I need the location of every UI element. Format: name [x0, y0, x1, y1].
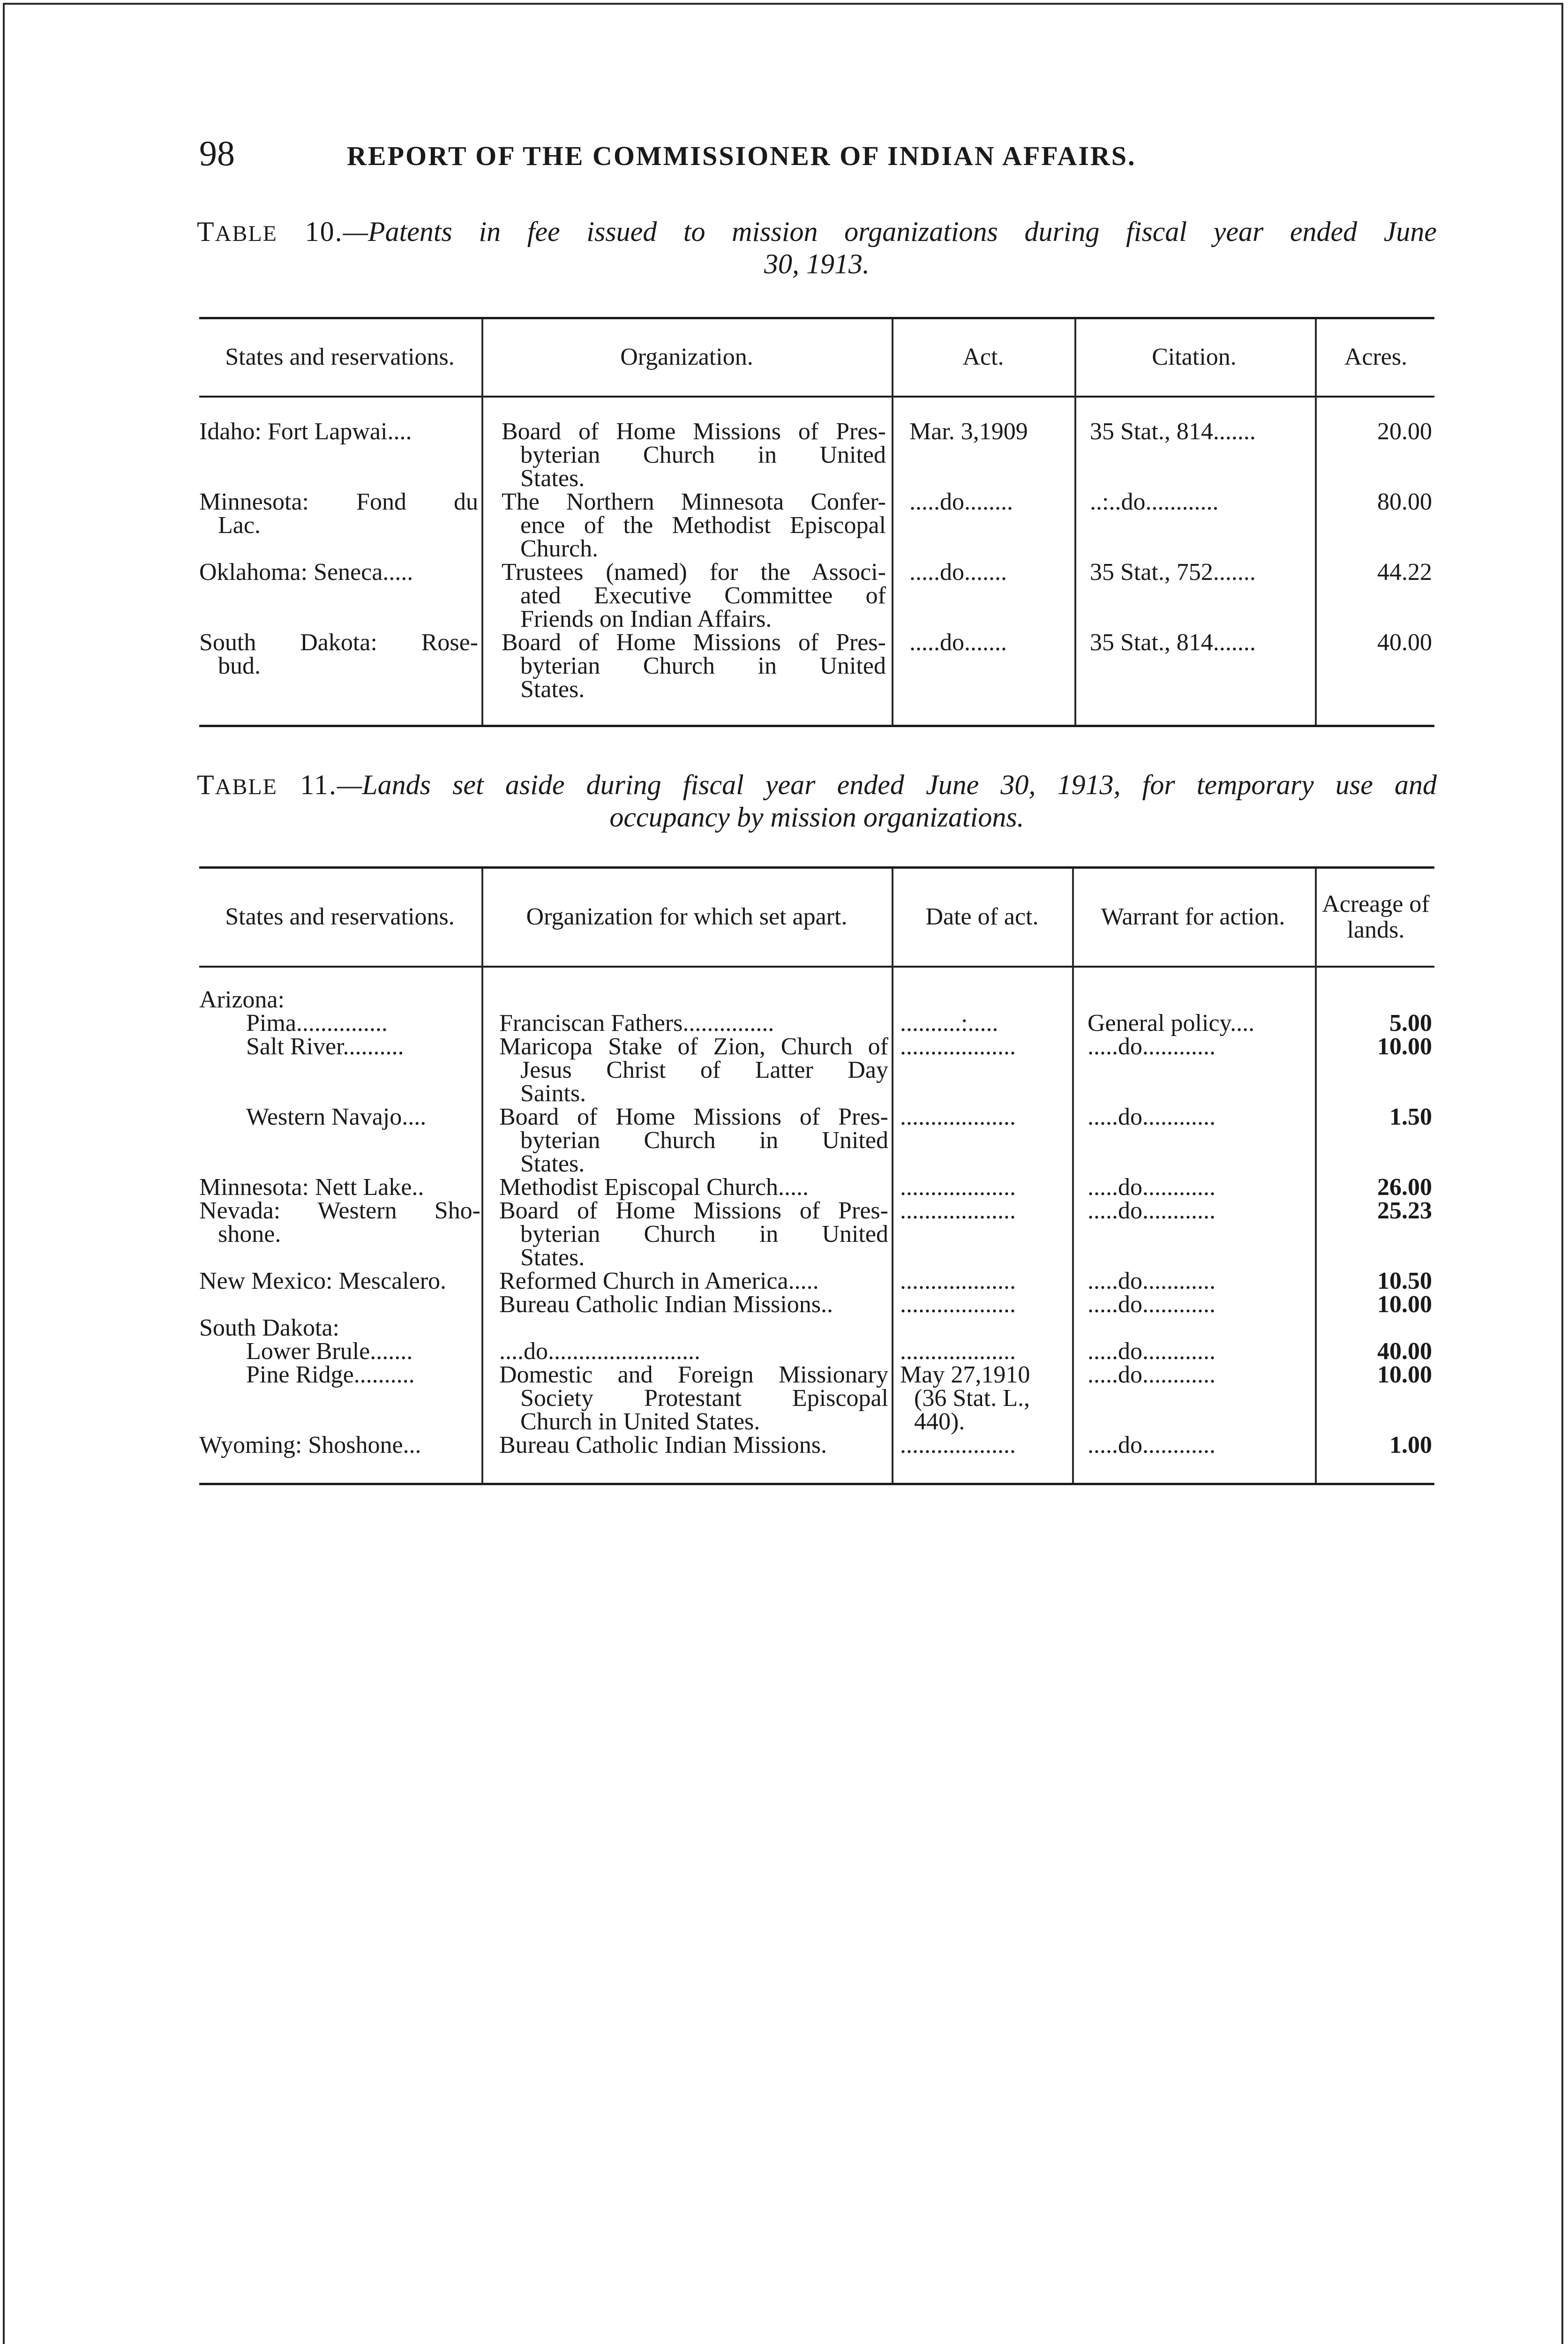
table11-warrant: .....do............ — [1088, 1268, 1215, 1294]
table11-date-of-act: ................... — [900, 1174, 1016, 1201]
table11-acreage: 10.00 — [1377, 1291, 1432, 1318]
table10-acres: 20.00 — [1377, 418, 1432, 445]
table11-acreage: 1.00 — [1389, 1432, 1432, 1458]
table11-label-small: ABLE — [215, 774, 278, 799]
table10 — [199, 319, 1434, 727]
table11-organization: Maricopa Stake of Zion, Church of — [499, 1033, 888, 1060]
table10-organization: byterian Church in United — [520, 442, 886, 468]
table10-header-rule — [199, 396, 1434, 398]
table10-organization: Church. — [520, 535, 599, 562]
table11-state: Lower Brule....... — [246, 1338, 413, 1365]
table11-caption — [197, 769, 1437, 834]
table10-act: .....do....... — [909, 559, 1007, 586]
table11-organization: Bureau Catholic Indian Missions.. — [499, 1291, 833, 1318]
table11-acreage: 1.50 — [1389, 1104, 1432, 1130]
table11-organization: Reformed Church in America..... — [499, 1268, 819, 1294]
table10-state: Idaho: Fort Lapwai.... — [199, 418, 412, 445]
table10-state: Lac. — [218, 512, 261, 539]
table11-date-of-act: ................... — [900, 1338, 1016, 1365]
table10-citation: 35 Stat., 752....... — [1090, 559, 1256, 586]
table11-col-1: Organization for which set apart. — [526, 903, 848, 931]
table10-acres: 80.00 — [1377, 488, 1432, 515]
table11-warrant: .....do............ — [1088, 1174, 1215, 1201]
table11-organization: ....do......................... — [499, 1338, 700, 1365]
table11-bottom-rule — [199, 1483, 1434, 1485]
table11-state: Arizona: — [199, 986, 285, 1013]
table10-state: South Dakota: Rose- — [199, 629, 478, 656]
table11-date-of-act: ..........:..... — [900, 1010, 998, 1037]
table11-state: Western Navajo.... — [246, 1104, 427, 1130]
table11-warrant: .....do............ — [1088, 1104, 1215, 1130]
table10-organization: Friends on Indian Affairs. — [520, 606, 772, 632]
table11-acreage: 25.23 — [1377, 1197, 1432, 1224]
table11-state: Salt River.......... — [246, 1033, 404, 1060]
table11-state: Pima............... — [246, 1010, 388, 1037]
table11-state: Nevada: Western Sho- — [199, 1197, 480, 1224]
table10-state: Minnesota: Fond du — [199, 488, 478, 515]
table11-organization: Board of Home Missions of Pres- — [499, 1197, 888, 1224]
table11-acreage: 40.00 — [1377, 1338, 1432, 1365]
table11-state: Wyoming: Shoshone... — [199, 1432, 421, 1458]
table10-label-number: 10. — [305, 216, 343, 247]
table11-state: shone. — [218, 1221, 281, 1247]
page-number: 98 — [199, 134, 235, 173]
table11-state: Pine Ridge.......... — [246, 1361, 415, 1388]
table11-date-of-act: (36 Stat. L., — [914, 1385, 1030, 1412]
table11-organization: Society Protestant Episcopal — [520, 1385, 888, 1412]
table11-col-divider — [1315, 869, 1317, 1483]
table11-date-of-act: May 27,1910 — [900, 1361, 1030, 1388]
table10-organization: The Northern Minnesota Confer- — [502, 488, 886, 515]
table11-header — [199, 869, 1434, 966]
table11-warrant: .....do............ — [1088, 1361, 1215, 1388]
table11-label-prefix: T — [197, 769, 215, 800]
table11-acreage: 5.00 — [1389, 1010, 1432, 1037]
page-header — [199, 134, 1437, 185]
table11-organization: Franciscan Fathers............... — [499, 1010, 774, 1037]
table11-organization: Jesus Christ of Latter Day — [520, 1057, 888, 1083]
table11-date-of-act: ................... — [900, 1197, 1016, 1224]
table10-organization: ated Executive Committee of — [520, 582, 886, 609]
table11-organization: States. — [520, 1150, 585, 1177]
table10-act: .....do....... — [909, 629, 1007, 656]
table10-label-prefix: T — [197, 216, 215, 247]
table11-title-line2: occupancy by mission organizations. — [609, 802, 1024, 833]
table11-organization: Methodist Episcopal Church..... — [499, 1174, 809, 1201]
table11 — [199, 869, 1434, 1484]
table10-col-1: Organization. — [620, 344, 753, 371]
table10-act: Mar. 3,1909 — [909, 418, 1028, 445]
table11-warrant: .....do............ — [1088, 1033, 1215, 1060]
table11-date-of-act: ................... — [900, 1104, 1016, 1130]
table10-organization: States. — [520, 676, 585, 703]
table11-col-divider — [892, 869, 893, 1483]
table10-bottom-rule — [199, 725, 1434, 727]
table10-header — [199, 319, 1434, 396]
table11-date-of-act: 440). — [914, 1408, 965, 1435]
running-head: REPORT OF THE COMMISSIONER OF INDIAN AFFAIRS. — [347, 141, 1136, 171]
table11-organization: Board of Home Missions of Pres- — [499, 1104, 888, 1130]
table11-col-4: Acreage of lands. — [1322, 890, 1430, 943]
table11-date-of-act: ................... — [900, 1033, 1016, 1060]
table11-organization: Bureau Catholic Indian Missions. — [499, 1432, 827, 1458]
table11-title-line1: —Lands set aside during fiscal year ended June 30, 1913, for temporary use and — [337, 769, 1437, 800]
table11-organization: byterian Church in United — [520, 1221, 888, 1247]
table11-warrant: .....do............ — [1088, 1291, 1215, 1318]
table10-organization: Board of Home Missions of Pres- — [502, 418, 886, 445]
table10-acres: 40.00 — [1377, 629, 1432, 656]
table10-state: Oklahoma: Seneca..... — [199, 559, 413, 586]
table10-acres: 44.22 — [1377, 559, 1432, 586]
table10-col-0: States and reservations. — [225, 344, 455, 371]
table10-col-3: Citation. — [1152, 344, 1237, 371]
table11-date-of-act: ................... — [900, 1432, 1016, 1458]
table10-organization: States. — [520, 465, 585, 492]
table10-col-divider — [1315, 319, 1317, 725]
table11-acreage: 10.00 — [1377, 1033, 1432, 1060]
table11-acreage: 10.00 — [1377, 1361, 1432, 1388]
table11-organization: Domestic and Foreign Missionary — [499, 1361, 888, 1388]
table10-title-line2: 30, 1913. — [764, 248, 870, 279]
table11-organization: byterian Church in United — [520, 1127, 888, 1154]
table10-col-divider — [481, 319, 483, 725]
table10-col-4: Acres. — [1344, 344, 1408, 371]
table10-label-small: ABLE — [215, 221, 278, 246]
table11-warrant: General policy.... — [1088, 1010, 1255, 1037]
table10-citation: ..:..do............ — [1090, 488, 1219, 515]
table10-organization: byterian Church in United — [520, 653, 886, 679]
table10-citation: 35 Stat., 814....... — [1090, 629, 1256, 656]
table11-col-divider — [481, 869, 483, 1483]
table11-col-2: Date of act. — [925, 903, 1039, 931]
table11-organization: States. — [520, 1244, 585, 1271]
table11-label-number: 11. — [300, 769, 337, 800]
table11-warrant: .....do............ — [1088, 1338, 1215, 1365]
table10-organization: Board of Home Missions of Pres- — [502, 629, 886, 656]
table10-title-line1: —Patents in fee issued to mission organizations during fiscal year ended June — [343, 216, 1437, 247]
table10-state: bud. — [218, 653, 261, 679]
table11-acreage: 10.50 — [1377, 1268, 1432, 1294]
table10-col-divider — [1074, 319, 1076, 725]
table11-warrant: .....do............ — [1088, 1197, 1215, 1224]
table11-state: New Mexico: Mescalero. — [199, 1268, 447, 1294]
table11-date-of-act: ................... — [900, 1291, 1016, 1318]
table10-caption — [197, 216, 1437, 280]
table10-col-divider — [892, 319, 893, 725]
table11-state: Minnesota: Nett Lake.. — [199, 1174, 424, 1201]
table11-organization: Church in United States. — [520, 1408, 760, 1435]
table11-warrant: .....do............ — [1088, 1432, 1215, 1458]
table11-organization: Saints. — [520, 1080, 586, 1107]
table11-header-rule — [199, 966, 1434, 968]
table10-col-2: Act. — [962, 344, 1004, 371]
table10-organization: Trustees (named) for the Associ- — [502, 559, 886, 586]
table11-date-of-act: ................... — [900, 1268, 1016, 1294]
table11-col-0: States and reservations. — [225, 903, 455, 931]
table11-state: South Dakota: — [199, 1315, 339, 1341]
table10-act: .....do........ — [909, 488, 1013, 515]
table10-organization: ence of the Methodist Episcopal — [520, 512, 886, 539]
table11-col-3: Warrant for action. — [1101, 903, 1285, 931]
table10-citation: 35 Stat., 814....... — [1090, 418, 1256, 445]
table11-acreage: 26.00 — [1377, 1174, 1432, 1201]
